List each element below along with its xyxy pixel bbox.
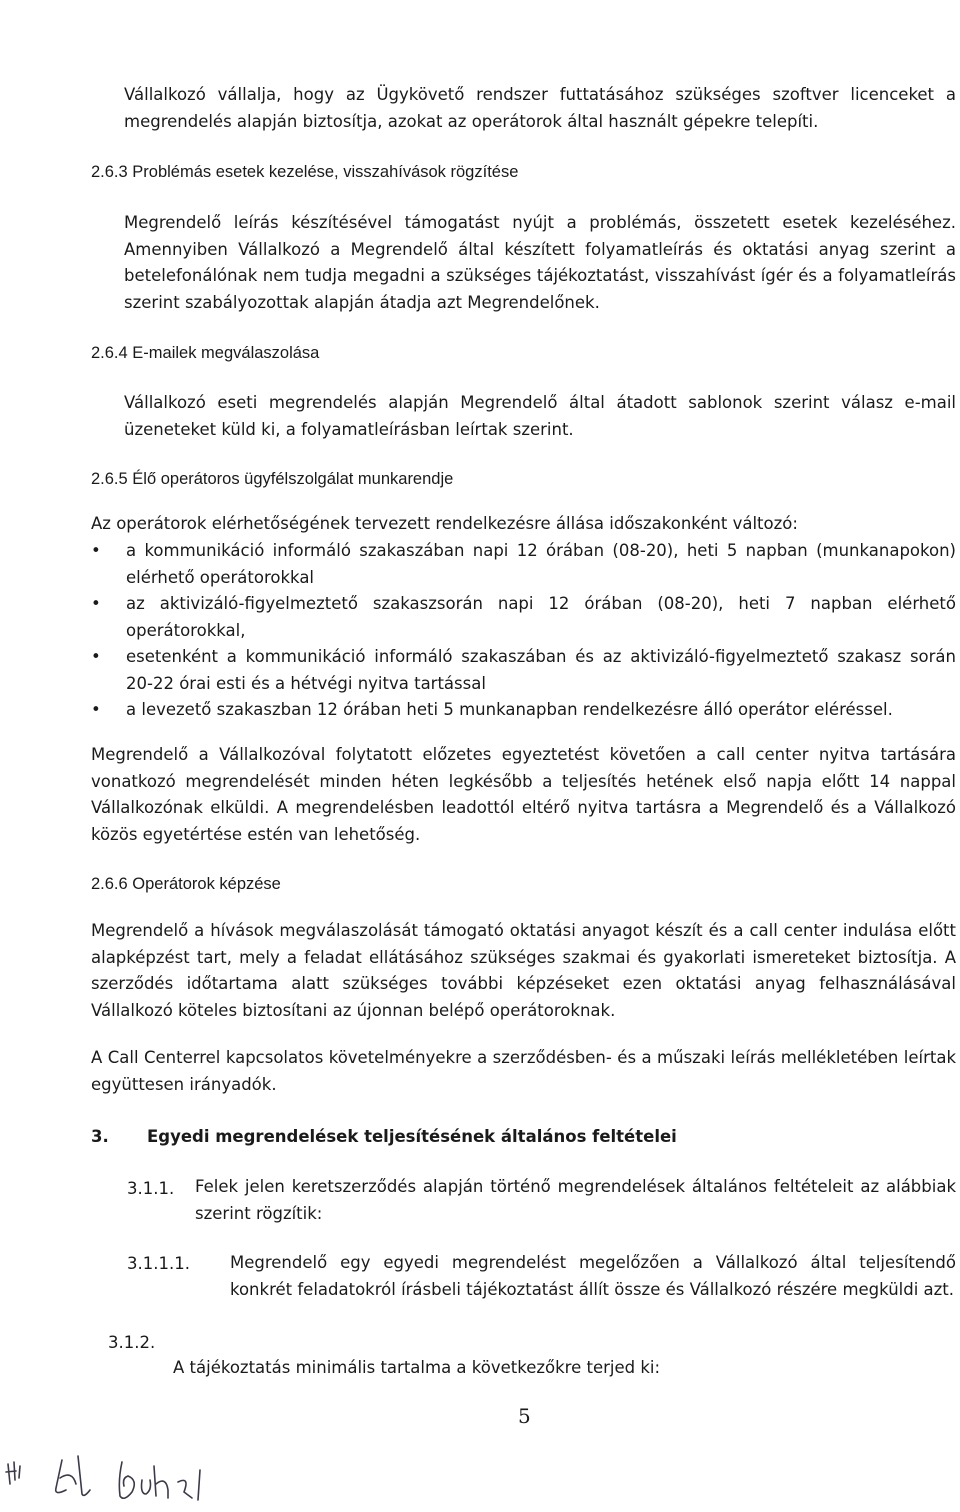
- page-number: 5: [518, 1404, 531, 1428]
- list-item: [91, 697, 956, 724]
- list-item: [91, 591, 956, 644]
- section-3-1-2-number: 3.1.2.: [108, 1333, 156, 1352]
- section-3-1-1-1-text: Megrendelő egy egyedi megrendelést megelőzően a Vállalkozó által teljesítendő konkrét feladatokról írásbeli tájékoztatást állít össze és Vállalkozó részére megküldi azt.: [230, 1253, 956, 1299]
- section-3-1-1-1-number: 3.1.1.1.: [127, 1254, 190, 1273]
- list-item-text: a kommunikáció informáló szakaszában napi 12 órában (08-20), heti 5 napban (munkanapokon) elérhető operátorokkal: [126, 541, 956, 587]
- bullet-dot: •: [91, 541, 101, 560]
- heading-2-6-3: 2.6.3 Problémás esetek kezelése, visszahívások rögzítése: [91, 163, 519, 181]
- list-item-text: a levezető szakaszban 12 órában heti 5 munkanapban rendelkezésre álló operátor eléréssel.: [126, 700, 893, 719]
- list-item: [91, 644, 956, 697]
- p-problem-cases: Megrendelő leírás készítésével támogatást nyújt a problémás, összetett esetek kezeléséhez. Amennyiben Vállalkozó a Megrendelő által készített folyamatleírás és oktatási anyag szerint a betelefonálónak nem tudja megadni a szükséges tájékoztatást, visszahívást ígér és a folyamatleírás szerint szabályozottak alapján átadja azt Megrendelőnek.: [124, 213, 956, 312]
- p-schedule-order: Megrendelő a Vállalkozóval folytatott előzetes egyeztetést követően a call center nyitva tartására vonatkozó megrendelését minden héten legkésőbb a teljesítés hetének első napja előtt 14 nappal Vállalkozónak elküldi. A megrendelésben leadottól eltérő nyitva tartásra a Megrendelő és a Vállalkozó közös egyetértése estén van lehetőség.: [91, 745, 956, 844]
- handwritten-signature: [0, 1440, 260, 1512]
- bullet-dot: •: [91, 647, 101, 666]
- section-3-1-1-text: Felek jelen keretszerződés alapján történő megrendelések általános feltételeit az alábbiak szerint rögzítik:: [195, 1177, 956, 1223]
- section-3-1-2-text: A tájékoztatás minimális tartalma a következőkre terjed ki:: [173, 1358, 661, 1377]
- list-item-text: az aktivizáló-figyelmeztető szakaszsorán napi 12 órában (08-20), heti 7 napban elérhető operátorokkal,: [126, 594, 956, 640]
- availability-list: [91, 538, 956, 724]
- heading-2-6-5: 2.6.5 Élő operátoros ügyfélszolgálat munkarendje: [91, 470, 454, 488]
- p-email-replies: Vállalkozó eseti megrendelés alapján Megrendelő által átadott sablonok szerint válasz e-mail üzeneteket küld ki, a folyamatleírásban leírtak szerint.: [124, 393, 956, 439]
- heading-2-6-4: 2.6.4 E-mailek megválaszolása: [91, 344, 320, 362]
- p-operator-availability: Az operátorok elérhetőségének tervezett rendelkezésre állása időszakonként változó:: [91, 514, 798, 533]
- heading-3-number: 3.: [91, 1127, 109, 1146]
- section-3-1-1-number: 3.1.1.: [127, 1179, 175, 1198]
- heading-3-title: Egyedi megrendelések teljesítésének általános feltételei: [147, 1127, 677, 1146]
- list-item-text: esetenként a kommunikáció informáló szakaszában és az aktivizáló-figyelmeztető szakasz során 20-22 órai esti és a hétvégi nyitva tartással: [126, 647, 956, 693]
- p-operator-training: Megrendelő a hívások megválaszolását támogató oktatási anyagot készít és a call center indulása előtt alapképzést tart, mely a feladat ellátásához szükséges szakmai és gyakorlati ismereteket biztosítja. A szerződés időtartama alatt szükséges további képzéseket ezen oktatási anyag felhasználásával Vállalkozó köteles biztosítani az újonnan belépő operátoroknak.: [91, 921, 956, 1020]
- p-call-center-requirements: A Call Centerrel kapcsolatos követelményekre a szerződésben- és a műszaki leírás mellékletében leírtak együttesen irányadók.: [91, 1048, 956, 1094]
- bullet-dot: •: [91, 594, 101, 613]
- p-software-licence: Vállalkozó vállalja, hogy az Ügykövető rendszer futtatásához szükséges szoftver licenceket a megrendelés alapján biztosítja, azokat az operátorok által használt gépekre telepíti.: [124, 85, 956, 131]
- list-item: [91, 538, 956, 591]
- bullet-dot: •: [91, 700, 101, 719]
- heading-2-6-6: 2.6.6 Operátorok képzése: [91, 875, 281, 893]
